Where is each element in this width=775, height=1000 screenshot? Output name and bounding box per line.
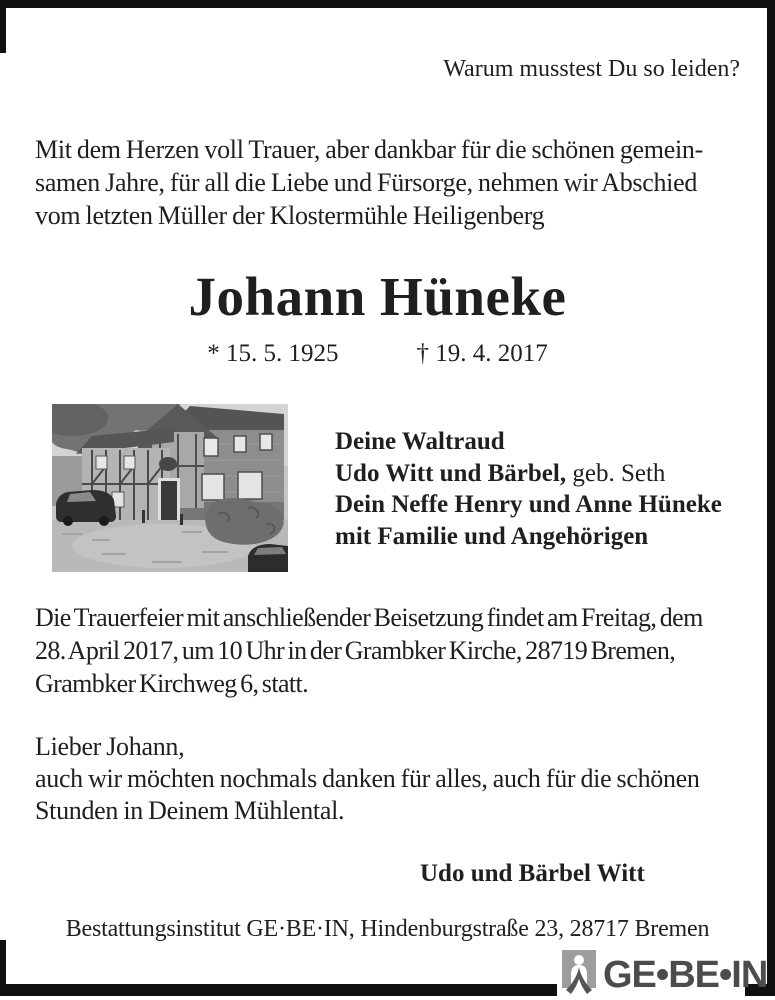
- intro-line: samen Jahre, für all die Liebe und Fürsorge, nehmen wir Abschied: [35, 168, 698, 197]
- intro-paragraph: [35, 133, 765, 232]
- intro-line: Mit dem Herzen voll Trauer, aber dankbar für die schönen gemein-: [35, 135, 703, 164]
- frame-top-bar: [0, 0, 775, 8]
- life-dates: [10, 340, 745, 368]
- death-date: † 19. 4. 2017: [416, 340, 548, 367]
- funeral-home-address: Bestattungsinstitut GE·BE·IN, Hindenburgstraße 23, 28717 Bremen: [65, 916, 710, 942]
- funeral-line: Grambker Kirchweg 6, statt.: [35, 669, 309, 698]
- deceased-name: Johann Hüneke: [188, 266, 567, 327]
- frame-left-top-stub: [0, 8, 6, 53]
- farewell-line: auch wir möchten nochmals danken für alles, auch für die schönen: [35, 764, 700, 793]
- funeral-line: Die Trauerfeier mit anschließender Beisetzung findet am Freitag, dem: [35, 603, 703, 632]
- farewell-line: Lieber Johann,: [35, 732, 185, 761]
- gebein-logo: [562, 950, 767, 998]
- mourner-line: Dein Neffe Henry und Anne Hüneke: [335, 491, 722, 518]
- name-block: [10, 266, 745, 368]
- funeral-details: [35, 601, 765, 700]
- frame-right-bar: [767, 0, 775, 996]
- mourner-line: Udo Witt und Bärbel, geb. Seth: [335, 459, 666, 487]
- mourning-figure-icon: [562, 950, 596, 998]
- mourners-list: [335, 426, 722, 552]
- birth-date: * 15. 5. 1925: [207, 340, 339, 367]
- gebein-logo-text: GE•BE•IN: [603, 954, 768, 996]
- intro-line: vom letzten Müller der Klostermühle Heiligenberg: [35, 201, 545, 230]
- farewell-line: Stunden in Deinem Mühlental.: [35, 796, 345, 825]
- mourner-line: Deine Waltraud: [335, 428, 505, 455]
- frame-left-bottom-stub: [0, 940, 6, 986]
- mourner-line: mit Familie und Angehörigen: [335, 522, 649, 550]
- frame-bottom-bar-left: [0, 984, 557, 996]
- farewell-note: [35, 731, 765, 827]
- signature: Udo und Bärbel Witt: [420, 860, 645, 887]
- epigraph: Warum musstest Du so leiden?: [443, 56, 740, 82]
- mill-building-illustration: [52, 404, 288, 572]
- funeral-line: 28. April 2017, um 10 Uhr in der Grambker Kirche, 28719 Bremen,: [35, 636, 676, 665]
- mill-building-photo: [52, 404, 288, 572]
